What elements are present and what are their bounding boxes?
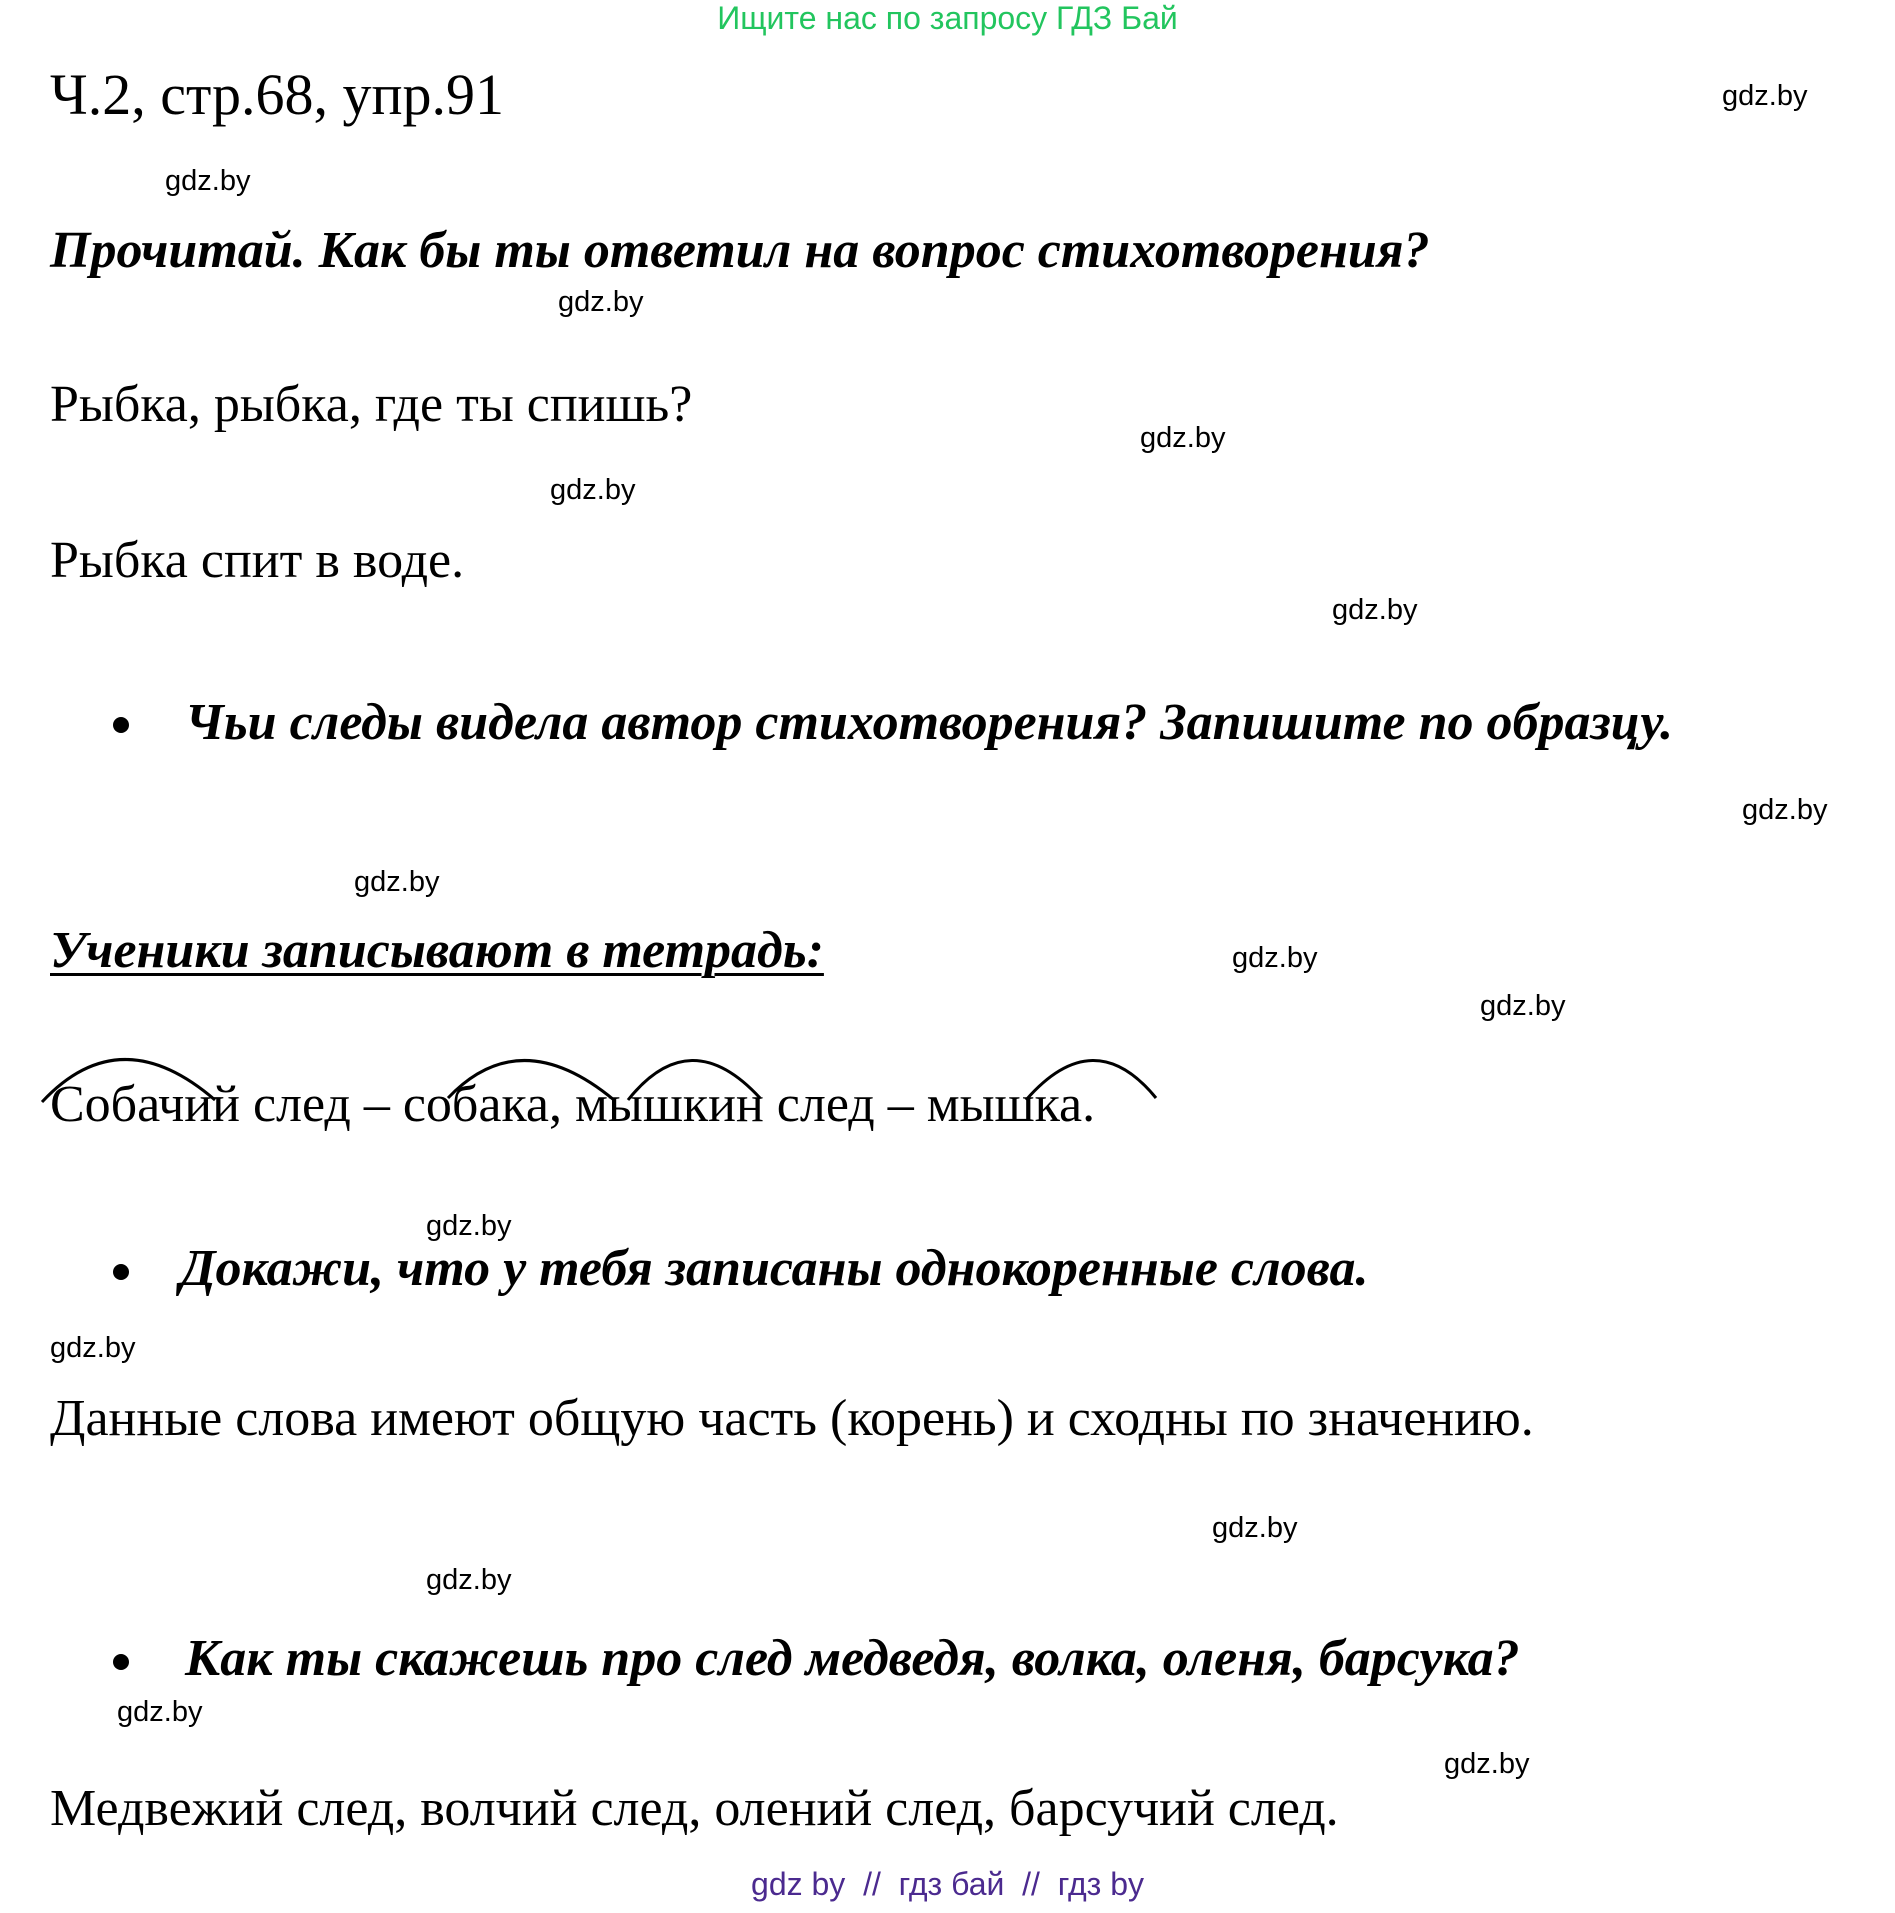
watermark: gdz.by bbox=[50, 1332, 136, 1364]
top-banner: Ищите нас по запросу ГДЗ Бай bbox=[717, 0, 1178, 36]
watermark: gdz.by bbox=[550, 474, 636, 506]
watermark: gdz.by bbox=[1444, 1748, 1530, 1780]
task-tracks: Чьи следы видела автор стихотворения? Запишите по образцу. bbox=[185, 694, 1674, 751]
watermark: gdz.by bbox=[558, 286, 644, 318]
task-prove: Докажи, что у тебя записаны однокоренные слова. bbox=[180, 1240, 1369, 1297]
answer-animal-tracks: Медвежий след, волчий след, олений след, барсучий след. bbox=[50, 1780, 1339, 1837]
task-animals: Как ты скажешь про след медведя, волка, оленя, барсука? bbox=[185, 1630, 1520, 1687]
task-read: Прочитай. Как бы ты ответил на вопрос стихотворения? bbox=[50, 222, 1430, 279]
bullet-icon bbox=[113, 1654, 129, 1670]
exercise-heading: Ч.2, стр.68, упр.91 bbox=[50, 62, 505, 127]
watermark: gdz.by bbox=[1332, 594, 1418, 626]
watermark: gdz.by bbox=[165, 165, 251, 197]
watermark: gdz.by bbox=[1722, 80, 1808, 112]
answer-roots: Данные слова имеют общую часть (корень) и сходны по значению. bbox=[50, 1390, 1534, 1447]
poem-question: Рыбка, рыбка, где ты спишь? bbox=[50, 376, 693, 433]
watermark: gdz.by bbox=[1480, 990, 1566, 1022]
bullet-icon bbox=[113, 717, 129, 733]
bullet-icon bbox=[113, 1264, 129, 1280]
watermark: gdz.by bbox=[1742, 794, 1828, 826]
students-write-heading: Ученики записывают в тетрадь: bbox=[50, 922, 824, 979]
watermark: gdz.by bbox=[117, 1696, 203, 1728]
footer-watermark: gdz by // гдз бай // гдз by bbox=[751, 1866, 1144, 1902]
watermark: gdz.by bbox=[1232, 942, 1318, 974]
watermark: gdz.by bbox=[1140, 422, 1226, 454]
example-line: Собачий след – собака, мышкин след – мышка. bbox=[50, 1076, 1096, 1133]
watermark: gdz.by bbox=[1212, 1512, 1298, 1544]
watermark: gdz.by bbox=[354, 866, 440, 898]
poem-answer: Рыбка спит в воде. bbox=[50, 532, 465, 589]
watermark: gdz.by bbox=[426, 1210, 512, 1242]
watermark: gdz.by bbox=[426, 1564, 512, 1596]
